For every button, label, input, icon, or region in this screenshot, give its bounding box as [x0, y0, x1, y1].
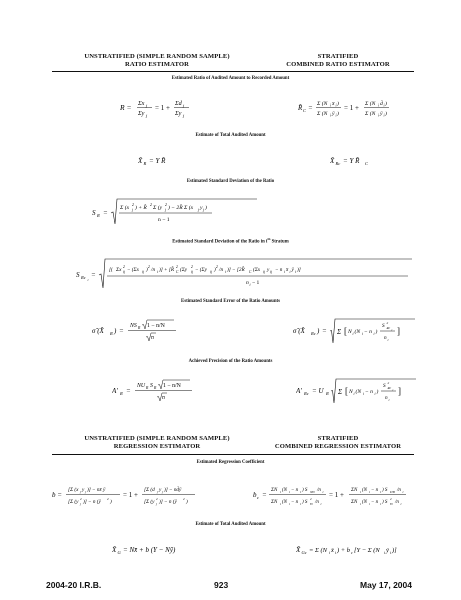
- eq-sd-ratio: [92, 196, 262, 230]
- svg-text:ij: ij: [123, 270, 125, 274]
- svg-text:(N: (N: [354, 329, 361, 335]
- svg-text:i: i: [335, 103, 337, 108]
- svg-text:− n: − n: [364, 329, 372, 335]
- svg-text:[Y − Σ (N: [Y − Σ (N: [354, 547, 380, 554]
- svg-text:): ): [114, 327, 117, 335]
- svg-text:i: i: [369, 502, 370, 506]
- svg-text:i: i: [362, 332, 363, 336]
- svg-text:i: i: [391, 329, 393, 332]
- svg-text:j: j: [85, 490, 86, 494]
- svg-text:NU: NU: [137, 383, 146, 389]
- svg-text:ȳ: ȳ: [380, 111, 383, 117]
- svg-text:2: 2: [107, 497, 109, 501]
- eq-se-unstrat: [92, 317, 222, 347]
- svg-text:/n: /n: [315, 500, 319, 505]
- svg-text:j: j: [198, 208, 200, 212]
- svg-text:C: C: [249, 270, 252, 274]
- svg-text:(N: (N: [282, 500, 287, 505]
- svg-text:C: C: [303, 108, 307, 113]
- svg-text:): ): [205, 205, 207, 211]
- svg-text:= Y R̂: = Y R̂: [149, 157, 166, 165]
- section-reg-title: Estimated Regression Coefficient: [196, 460, 265, 465]
- svg-text:1 − n/N: 1 − n/N: [163, 383, 181, 389]
- svg-text:n: n: [151, 335, 154, 341]
- header-left-bottom-line2: REGRESSION ESTIMATOR: [113, 443, 201, 450]
- header-right-bottom-line2: COMBINED REGRESSION ESTIMATOR: [274, 443, 402, 450]
- svg-text:j: j: [162, 490, 163, 494]
- svg-text:XYi: XYi: [310, 490, 315, 494]
- eq-ratio-unstrat: [120, 96, 230, 122]
- svg-text:i: i: [295, 270, 296, 274]
- svg-text:2: 2: [176, 265, 178, 269]
- eq-total-strat-svg: [330, 153, 385, 167]
- svg-text:= Nx̄ + b (Y − Nȳ): = Nx̄ + b (Y − Nȳ): [123, 546, 176, 554]
- svg-text:2: 2: [148, 265, 150, 269]
- svg-text:i: i: [320, 502, 322, 506]
- svg-text:[(: [(: [109, 267, 113, 273]
- svg-text:ij: ij: [191, 270, 193, 274]
- svg-text:i: i: [373, 332, 375, 336]
- svg-text:n: n: [246, 280, 249, 286]
- svg-text:)]: )]: [297, 267, 301, 273]
- svg-text:i: i: [392, 389, 394, 392]
- svg-text:i: i: [402, 490, 404, 494]
- svg-text:S: S: [76, 271, 80, 279]
- svg-text:i: i: [363, 392, 364, 396]
- svg-text:S: S: [150, 383, 153, 389]
- svg-text:i: i: [378, 113, 380, 118]
- svg-text:i: i: [330, 103, 332, 108]
- svg-text:2: 2: [150, 203, 152, 207]
- eq-total-strat: [330, 153, 385, 169]
- svg-text:R: R: [143, 161, 147, 166]
- svg-text:− n: − n: [371, 500, 379, 505]
- svg-text:2: 2: [123, 265, 125, 269]
- svg-text:[Σ (x: [Σ (x: [68, 487, 79, 493]
- svg-text:): ): [337, 101, 339, 107]
- svg-text:): ): [337, 111, 339, 117]
- footer-left: 2004-20 I.R.B.: [46, 580, 102, 590]
- svg-text:(N: (N: [355, 389, 362, 395]
- svg-text:i: i: [369, 490, 370, 494]
- svg-text:i: i: [400, 502, 402, 506]
- svg-text:2: 2: [165, 203, 167, 207]
- svg-text:X̂: X̂: [112, 546, 117, 554]
- svg-text:R =: R =: [120, 103, 132, 112]
- svg-text:Σd: Σd: [175, 100, 182, 107]
- header-right-top-line2: COMBINED RATIO ESTIMATOR: [286, 61, 390, 68]
- svg-text:2: 2: [80, 497, 82, 501]
- svg-text:i: i: [384, 550, 386, 555]
- section-sd-stratum-text: Estimated Standard Deviation of the Ratio in i: [172, 239, 268, 245]
- svg-text:N: N: [348, 329, 352, 335]
- svg-text:y: y: [200, 205, 203, 211]
- svg-text:i: i: [387, 338, 389, 342]
- svg-text:Σx: Σx: [138, 100, 145, 107]
- svg-text:i: i: [289, 502, 290, 506]
- svg-text:ΣN: ΣN: [351, 488, 358, 493]
- svg-text:2: 2: [310, 497, 312, 501]
- svg-text:= 1 +: = 1 +: [329, 491, 344, 499]
- eq-se-strat: [293, 317, 423, 349]
- svg-text:R: R: [326, 391, 329, 396]
- svg-text:C: C: [176, 270, 179, 274]
- svg-text:(Σy: (Σy: [180, 267, 188, 273]
- svg-text:i: i: [383, 113, 385, 118]
- svg-text:i: i: [380, 490, 381, 494]
- svg-text:): ): [375, 329, 378, 335]
- svg-text:Σ: Σ: [337, 328, 342, 336]
- svg-text:i: i: [225, 270, 226, 274]
- eq-ratio-strat: [298, 96, 428, 122]
- svg-text:= 1 +: = 1 +: [155, 104, 170, 112]
- svg-text:2: 2: [390, 497, 392, 501]
- svg-text:[: [: [344, 326, 347, 336]
- header-left-bottom: [62, 435, 252, 451]
- section-sd-title: Estimated Standard Deviation of the Ratio: [186, 179, 275, 184]
- svg-text:A′: A′: [296, 387, 302, 395]
- svg-text:− (Σy: − (Σy: [195, 267, 207, 273]
- svg-text:ij: ij: [210, 270, 212, 274]
- svg-text:σ̂ (X̂: σ̂ (X̂: [92, 327, 104, 335]
- svg-text:j: j: [183, 103, 185, 108]
- svg-text:2: 2: [216, 265, 218, 269]
- svg-text:(Σx: (Σx: [253, 267, 261, 273]
- svg-text:A′: A′: [112, 387, 118, 395]
- header-left-top-line2: RATIO ESTIMATOR: [125, 61, 189, 68]
- svg-text:x̄: x̄: [286, 267, 289, 273]
- section-se-title: Estimated Standard Error of the Ratio Amounts: [181, 299, 280, 304]
- svg-text:) + R̂: ) + R̂: [135, 205, 147, 211]
- svg-text:)] + [R̂: )] + [R̂: [159, 267, 175, 273]
- svg-text:= U: = U: [312, 387, 324, 395]
- eq-ratio-strat-svg: [298, 96, 428, 120]
- svg-text:Σ (x: Σ (x: [120, 205, 130, 211]
- section-sd-stratum-sup: th: [267, 237, 271, 241]
- svg-text:ΣN: ΣN: [271, 500, 278, 505]
- header-rule-top: [52, 71, 414, 72]
- svg-text:Σ: Σ: [338, 388, 343, 396]
- eq-total-unstrat: [138, 153, 188, 169]
- svg-text:]: ]: [398, 386, 401, 396]
- svg-text:− 1: − 1: [252, 280, 260, 286]
- eq-sd-ratio-svg: [92, 196, 262, 228]
- svg-text:[Σ (y: [Σ (y: [68, 499, 79, 505]
- eq-tot-reg-strat: [296, 542, 446, 558]
- svg-text:Rc: Rc: [386, 326, 391, 330]
- svg-text:= 1 +: = 1 +: [123, 491, 138, 499]
- svg-text:n: n: [162, 395, 165, 401]
- svg-text:j: j: [146, 113, 148, 118]
- svg-text:ȳ: ȳ: [291, 267, 294, 273]
- svg-text:): ): [214, 267, 216, 273]
- svg-text:(N: (N: [362, 488, 367, 493]
- header-right-top: [262, 53, 414, 69]
- svg-text:]: ]: [397, 326, 400, 336]
- svg-text:− n: − n: [291, 488, 299, 493]
- svg-text:R: R: [120, 391, 123, 396]
- svg-text:ȳ: ȳ: [386, 547, 389, 554]
- svg-text:)] − nx̄ ȳ: )] − nx̄ ȳ: [87, 487, 106, 493]
- svg-text:[Σ (y: [Σ (y: [144, 499, 155, 505]
- svg-text:) S: ) S: [302, 500, 308, 505]
- eq-tot-reg-strat-svg: [296, 542, 446, 556]
- svg-text:y: y: [159, 487, 162, 493]
- svg-text:j: j: [183, 113, 185, 118]
- svg-text:): ): [317, 327, 320, 335]
- svg-text:j: j: [146, 103, 148, 108]
- svg-text:x̄: x̄: [332, 101, 335, 107]
- svg-text:) S: ) S: [382, 500, 388, 505]
- svg-text:n: n: [385, 395, 388, 401]
- svg-text:n: n: [384, 335, 387, 341]
- svg-text:Σ (N: Σ (N: [365, 101, 376, 107]
- svg-text:2: 2: [386, 321, 389, 325]
- svg-text:=: =: [91, 271, 96, 279]
- svg-text:ij: ij: [270, 270, 272, 274]
- header-left-top: [62, 53, 252, 69]
- svg-text:j: j: [157, 490, 158, 494]
- svg-text:Σy: Σy: [175, 110, 182, 117]
- svg-text:− n: − n: [275, 267, 283, 273]
- svg-text:S: S: [383, 383, 386, 389]
- svg-text:i: i: [322, 490, 324, 494]
- footer-date: May 17, 2004: [360, 580, 412, 590]
- eq-sd-ratio-stratum: [76, 257, 416, 293]
- svg-text:[Σ (d: [Σ (d: [144, 487, 155, 493]
- footer-page-number: 923: [214, 580, 229, 590]
- svg-text:j: j: [80, 502, 81, 506]
- svg-text:)] − [2R̂: )] − [2R̂: [227, 267, 245, 273]
- svg-text:R: R: [110, 331, 113, 336]
- svg-text:[: [: [345, 386, 348, 396]
- svg-text:i: i: [284, 270, 285, 274]
- svg-text:c: c: [351, 550, 353, 555]
- eq-ap-strat-svg: [296, 377, 426, 407]
- header-rule-bottom: [52, 454, 414, 455]
- svg-text:=: =: [119, 327, 124, 335]
- svg-text:/n: /n: [219, 267, 224, 273]
- section-sd-stratum-suffix: Stratum: [270, 239, 289, 245]
- svg-text:): ): [146, 267, 148, 273]
- svg-text:Σx: Σx: [116, 267, 122, 273]
- svg-text:=: =: [262, 491, 267, 499]
- svg-text:i: i: [388, 398, 390, 402]
- svg-text:− n: − n: [365, 389, 373, 395]
- eq-reg-strat: [253, 480, 459, 514]
- eq-reg-unstrat: [52, 480, 238, 514]
- svg-text:c: c: [257, 495, 259, 500]
- svg-text:S: S: [92, 209, 96, 217]
- svg-text:Σ (N: Σ (N: [317, 101, 328, 107]
- eq-total-unstrat-svg: [138, 153, 188, 167]
- svg-text:i: i: [353, 392, 355, 396]
- svg-text:Rc: Rc: [335, 161, 341, 166]
- section-sd-stratum-title: [0, 237, 461, 245]
- svg-text:DYi: DYi: [390, 490, 395, 494]
- svg-text:X̂: X̂: [330, 157, 335, 165]
- svg-text:j: j: [203, 208, 205, 212]
- svg-text:= Σ (N: = Σ (N: [309, 547, 327, 554]
- svg-text:i: i: [335, 550, 337, 555]
- svg-text:i: i: [360, 490, 361, 494]
- svg-text:) − 2R̂ Σ (x: ) − 2R̂ Σ (x: [168, 205, 194, 211]
- eq-sd-ratio-stratum-svg: [76, 257, 416, 291]
- header-left-bottom-line1: UNSTRATIFIED (SIMPLE RANDOM SAMPLE): [84, 435, 230, 442]
- svg-text:/n: /n: [397, 488, 401, 493]
- svg-text:j: j: [132, 208, 134, 212]
- svg-text:): ): [385, 101, 387, 107]
- svg-text:) S: ) S: [302, 488, 308, 493]
- svg-text:i: i: [380, 502, 381, 506]
- svg-text:b =: b =: [52, 491, 62, 499]
- svg-text:R̂: R̂: [298, 104, 303, 112]
- svg-text:i: i: [157, 270, 158, 274]
- svg-text:ȳ: ȳ: [332, 111, 335, 117]
- svg-text:Σy: Σy: [138, 110, 145, 117]
- svg-text:i: i: [289, 270, 291, 274]
- svg-text:Σ (N: Σ (N: [365, 111, 376, 117]
- svg-text:2: 2: [156, 497, 158, 501]
- svg-text:S: S: [382, 323, 385, 329]
- svg-text:): ): [376, 389, 379, 395]
- svg-text:=: =: [308, 104, 313, 112]
- svg-text:R: R: [138, 326, 141, 330]
- svg-text:Rc: Rc: [304, 391, 309, 396]
- svg-text:)] − n (ȳ: )] − n (ȳ: [83, 499, 101, 505]
- svg-text:=: =: [103, 209, 108, 217]
- svg-text:i: i: [378, 103, 380, 108]
- svg-text:i: i: [289, 490, 290, 494]
- header-left-top-line1: UNSTRATIFIED (SIMPLE RANDOM SAMPLE): [84, 53, 230, 60]
- svg-text:i: i: [249, 283, 251, 287]
- svg-text:j: j: [165, 208, 167, 212]
- section-total-title: Estimate of Total Audited Amount: [195, 133, 266, 138]
- svg-text:= 1 +: = 1 +: [344, 104, 359, 112]
- svg-text:R: R: [154, 386, 157, 390]
- eq-ap-strat: [296, 377, 426, 409]
- svg-text:− n: − n: [291, 500, 299, 505]
- svg-text:)] − nd̄ȳ: )] − nd̄ȳ: [164, 487, 182, 493]
- section-total-reg-title: Estimate of Total Audited Amount: [195, 522, 266, 527]
- svg-text:j: j: [156, 502, 157, 506]
- svg-text:i: i: [300, 490, 301, 494]
- svg-text:Yi: Yi: [390, 502, 393, 506]
- eq-ap-unstrat: [112, 377, 232, 407]
- eq-tot-reg-unstrat-svg: [112, 542, 222, 556]
- eq-reg-strat-svg: [253, 480, 459, 512]
- svg-text:j: j: [80, 490, 81, 494]
- svg-text:i: i: [300, 502, 301, 506]
- svg-text:=: =: [126, 387, 131, 395]
- svg-text:d̄: d̄: [380, 101, 383, 107]
- svg-text:ΣN: ΣN: [351, 500, 358, 505]
- svg-text:i: i: [280, 490, 281, 494]
- svg-text:X̂: X̂: [138, 157, 143, 165]
- svg-text:y: y: [82, 487, 85, 493]
- svg-text:− (Σx: − (Σx: [127, 267, 139, 273]
- svg-text:)]: )]: [392, 547, 397, 554]
- svg-text:y: y: [267, 267, 270, 273]
- svg-text:): ): [186, 499, 188, 505]
- svg-text:i: i: [360, 502, 361, 506]
- svg-text:i: i: [329, 550, 331, 555]
- svg-text:i: i: [374, 392, 376, 396]
- eq-se-unstrat-svg: [92, 317, 222, 345]
- svg-text:(N: (N: [282, 488, 287, 493]
- svg-text:Rc: Rc: [387, 386, 392, 390]
- svg-text:n − 1: n − 1: [158, 217, 170, 223]
- eq-reg-unstrat-svg: [52, 480, 238, 512]
- svg-text:Rc: Rc: [311, 331, 316, 336]
- svg-text:) S: ) S: [382, 488, 388, 493]
- header-right-bottom: [262, 435, 414, 451]
- svg-text:2: 2: [183, 497, 185, 501]
- section-ratio-title: Estimated Ratio of Audited Amount to Recorded Amount: [171, 76, 290, 81]
- svg-text:/n: /n: [317, 488, 321, 493]
- svg-text:σ̂ (X̂: σ̂ (X̂: [293, 327, 305, 335]
- svg-text:i: i: [330, 113, 332, 118]
- section-ap-title: Achieved Precision of the Ratio Amounts: [188, 359, 273, 364]
- svg-text:=: =: [322, 327, 327, 335]
- svg-text:/n: /n: [151, 267, 156, 273]
- svg-text:Rc: Rc: [81, 275, 86, 280]
- svg-text:R: R: [146, 386, 149, 390]
- svg-text:Yi: Yi: [310, 502, 313, 506]
- svg-text:i: i: [335, 113, 337, 118]
- svg-text:Gc: Gc: [301, 550, 307, 555]
- svg-text:): ): [385, 111, 387, 117]
- svg-text:i: i: [352, 332, 354, 336]
- eq-ratio-unstrat-svg: [120, 96, 230, 120]
- svg-text:i: i: [390, 550, 392, 555]
- eq-tot-reg-unstrat: [112, 542, 222, 558]
- svg-text:ij: ij: [142, 270, 144, 274]
- svg-text:Σ (N: Σ (N: [317, 111, 328, 117]
- svg-text:): ): [110, 499, 112, 505]
- header-right-top-line1: STRATIFIED: [317, 53, 359, 60]
- svg-text:i: i: [280, 502, 281, 506]
- svg-text:2: 2: [191, 265, 193, 269]
- svg-text:2: 2: [387, 381, 390, 385]
- svg-text:Σ (y: Σ (y: [153, 205, 163, 211]
- svg-text:R: R: [97, 213, 100, 218]
- header-right-bottom-line1: STRATIFIED: [317, 435, 359, 442]
- eq-ap-unstrat-svg: [112, 377, 232, 405]
- svg-text:(N: (N: [362, 500, 367, 505]
- svg-text:)] − n (ȳ: )] − n (ȳ: [159, 499, 177, 505]
- svg-text:2: 2: [132, 203, 134, 207]
- svg-text:i: i: [87, 278, 89, 282]
- svg-text:x̄: x̄: [331, 547, 334, 554]
- svg-text:= Y R̂: = Y R̂: [343, 157, 360, 165]
- svg-text:X̂: X̂: [296, 546, 301, 554]
- svg-text:− n: − n: [371, 488, 379, 493]
- svg-text:ij: ij: [263, 270, 265, 274]
- svg-text:) + b: ) + b: [337, 547, 351, 554]
- svg-text:b: b: [253, 491, 257, 499]
- svg-text:N: N: [349, 389, 353, 395]
- svg-text:i: i: [383, 103, 385, 108]
- svg-text:NS: NS: [130, 323, 137, 329]
- svg-text:ΣN: ΣN: [271, 488, 278, 493]
- svg-text:/n: /n: [395, 500, 399, 505]
- svg-text:C: C: [365, 161, 369, 166]
- eq-se-strat-svg: [293, 317, 423, 347]
- svg-text:1 − n/N: 1 − n/N: [147, 323, 165, 329]
- svg-text:G: G: [117, 550, 121, 555]
